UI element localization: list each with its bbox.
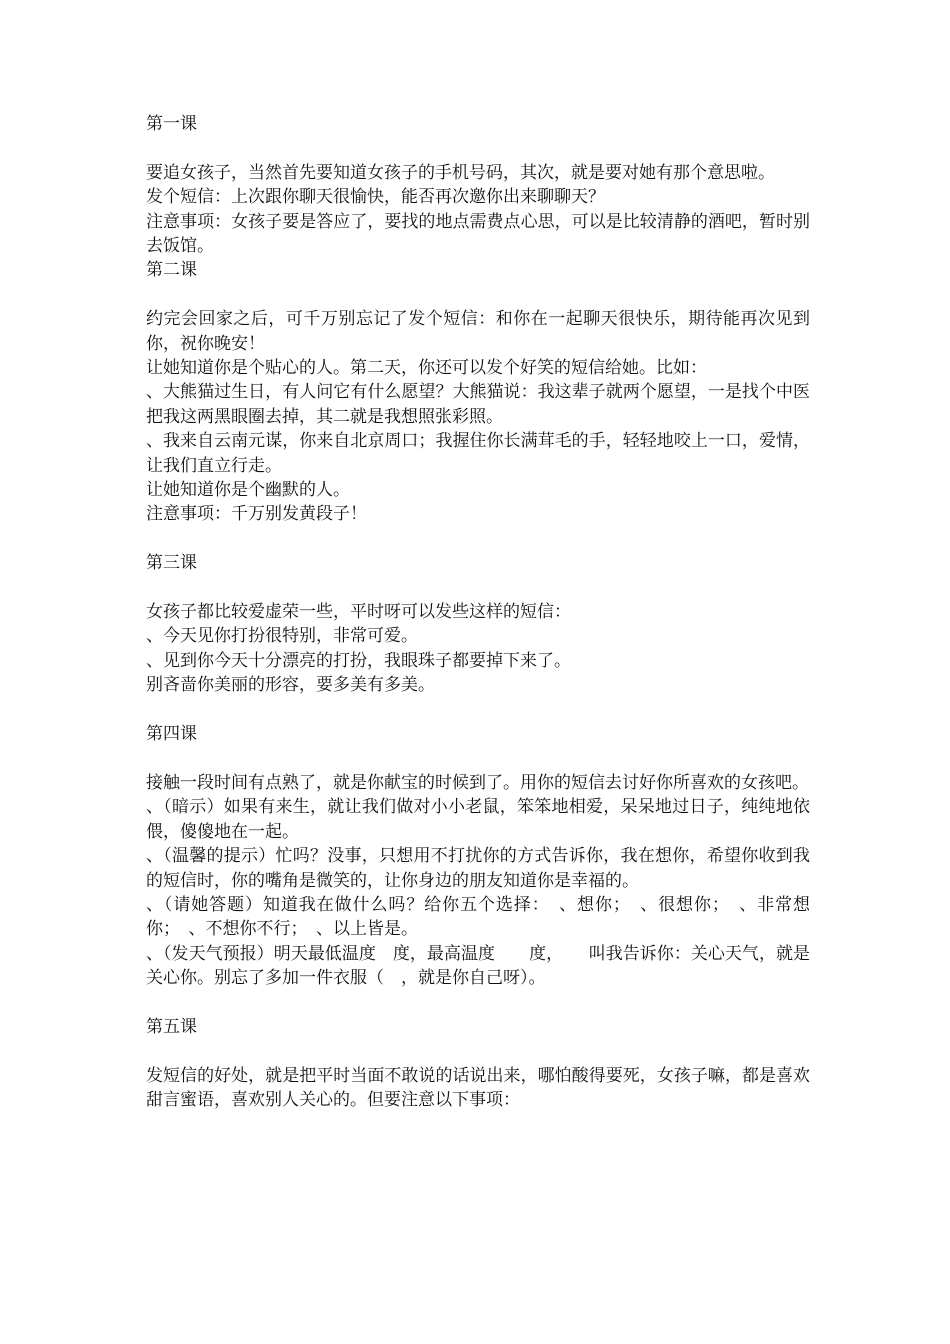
lesson-5-paragraph: 发短信的好处，就是把平时当面不敢说的话说出来，哪怕酸得要死，女孩子嘛，都是喜欢甜言蜜语，喜欢别人关心的。但要注意以下事项： xyxy=(146,1065,810,1111)
lesson-3-title: 第三课 xyxy=(146,553,197,574)
lesson-3-paragraph: 女孩子都比较爱虚荣一些，平时呀可以发些这样的短信： xyxy=(146,602,571,623)
lesson-2-paragraph: 让她知道你是个贴心的人。第二天，你还可以发个好笑的短信给她。比如： xyxy=(146,358,707,379)
spacer xyxy=(146,136,810,160)
lesson-1-paragraph: 发个短信：上次跟你聊天很愉快，能否再次邀你出来聊聊天？ xyxy=(146,187,605,208)
lesson-2-paragraph: 、大熊猫过生日，有人问它有什么愿望？大熊猫说：我这辈子就两个愿望，一是找个中医把我这两黑眼圈去掉，其二就是我想照张彩照。 xyxy=(146,382,810,427)
lesson-3-paragraph: 、今天见你打扮很特别，非常可爱。 xyxy=(146,626,418,647)
spacer xyxy=(146,283,810,307)
lesson-2-paragraph: 约完会回家之后，可千万别忘记了发个短信：和你在一起聊天很快乐，期待能再次见到你，祝你晚安！ xyxy=(146,309,810,354)
spacer xyxy=(146,746,810,770)
spacer xyxy=(146,991,810,1015)
lesson-4-paragraph: 、（请她答题）知道我在做什么吗？给你五个选择： 、想你； 、很想你； 、非常想你； 、不想你不行； 、以上皆是。 xyxy=(146,894,810,940)
document-page xyxy=(146,112,810,1113)
lesson-1-paragraph: 要追女孩子，当然首先要知道女孩子的手机号码，其次，就是要对她有那个意思啦。 xyxy=(146,162,775,183)
lesson-2-paragraph: 让她知道你是个幽默的人。 xyxy=(146,480,350,501)
spacer xyxy=(146,1039,810,1063)
spacer xyxy=(146,576,810,600)
lesson-2-title: 第二课 xyxy=(146,260,197,281)
lesson-2-paragraph: 注意事项：千万别发黄段子！ xyxy=(146,504,367,525)
lesson-1-paragraph: 注意事项：女孩子要是答应了，要找的地点需费点心思，可以是比较清静的酒吧，暂时别去饭馆。 xyxy=(146,211,810,257)
lesson-2-paragraph: 、我来自云南元谋，你来自北京周口；我握住你长满茸毛的手，轻轻地咬上一口，爱情，让我们直立行走。 xyxy=(146,431,810,476)
lesson-3-paragraph: 别吝啬你美丽的形容，要多美有多美。 xyxy=(146,675,435,696)
lesson-4-paragraph: 、（发天气预报）明天最低温度 度，最高温度 度， 叫我告诉你：关心天气，就是关心你。别忘了多加一件衣服（ ，就是你自己呀）。 xyxy=(146,943,810,989)
lesson-4-paragraph: 、（暗示）如果有来生，就让我们做对小小老鼠，笨笨地相爱，呆呆地过日子，纯纯地依偎，傻傻地在一起。 xyxy=(146,797,810,842)
lesson-3-paragraph: 、见到你今天十分漂亮的打扮，我眼珠子都要掉下来了。 xyxy=(146,650,571,671)
spacer xyxy=(146,698,810,722)
spacer xyxy=(146,527,810,551)
lesson-4-paragraph: 接触一段时间有点熟了，就是你献宝的时候到了。用你的短信去讨好你所喜欢的女孩吧。 xyxy=(146,772,809,793)
lesson-4-paragraph: 、（温馨的提示）忙吗？没事，只想用不打扰你的方式告诉你，我在想你，希望你收到我的短信时，你的嘴角是微笑的，让你身边的朋友知道你是幸福的。 xyxy=(146,846,810,891)
lesson-1-title: 第一课 xyxy=(146,114,197,134)
lesson-4-title: 第四课 xyxy=(146,724,197,745)
lesson-5-title: 第五课 xyxy=(146,1016,197,1037)
